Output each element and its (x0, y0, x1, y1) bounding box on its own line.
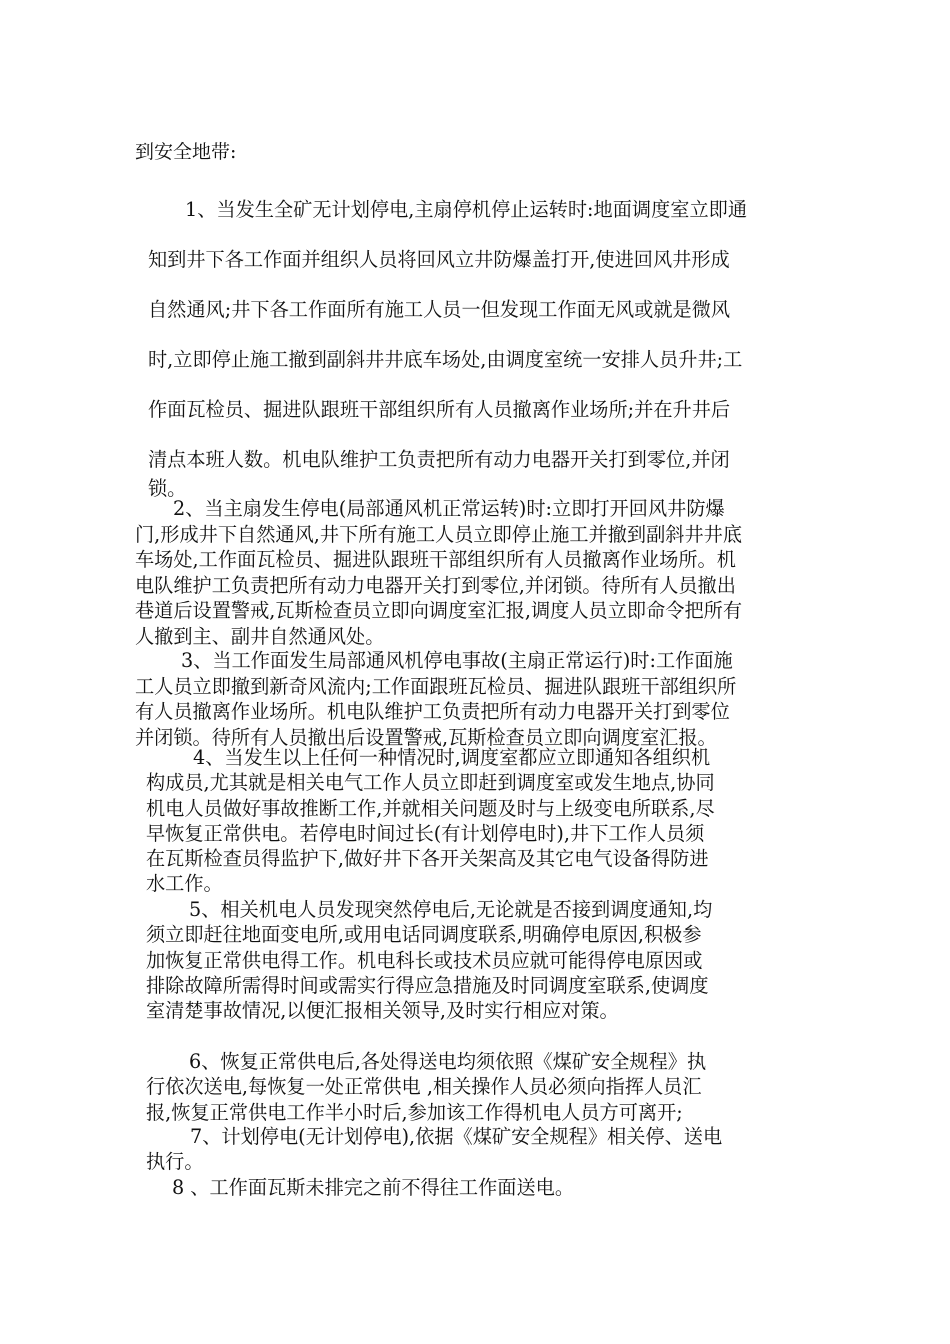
paragraph-line: 工人员立即撤到新奇风流内;工作面跟班瓦检员、掘进队跟班干部组织所 (135, 674, 737, 698)
paragraph-line: 加恢复正常供电得工作。机电科长或技术员应就可能得停电原因或 (146, 948, 703, 972)
paragraph-line: 报,恢复正常供电工作半小时后,参加该工作得机电人员方可离开; (146, 1100, 683, 1124)
paragraph-line: 水工作。 (146, 872, 223, 896)
paragraph-line: 知到井下各工作面并组织人员将回风立井防爆盖打开,使进回风井形成 (148, 248, 730, 271)
paragraph-line: 并闭锁。待所有人员撤出后设置警戒,瓦斯检查员立即向调度室汇报。 (135, 725, 717, 749)
paragraph-line: 锁。 (148, 477, 187, 500)
paragraph-7 (146, 1124, 722, 1175)
paragraph-1 (148, 185, 747, 503)
paragraph-line: 车场处,工作面瓦检员、掘进队跟班干部组织所有人员撤离作业场所。机 (135, 548, 736, 571)
paragraph-line: 构成员,尤其就是相关电气工作人员立即赶到调度室或发生地点,协同 (146, 771, 715, 795)
paragraph-5 (146, 897, 712, 1023)
paragraph-4 (146, 745, 715, 897)
paragraph-line: 门,形成井下自然通风,井下所有施工人员立即停止施工并撤到副斜井井底 (135, 522, 743, 546)
paragraph-line: 自然通风;井下各工作面所有施工人员一但发现工作面无风或就是微风 (148, 298, 731, 321)
paragraph-line: 时,立即停止施工撤到副斜井井底车场处,由调度室统一安排人员升井;工 (148, 348, 743, 371)
paragraph-8 (172, 1175, 574, 1201)
paragraph-line: 机电人员做好事故推断工作,并就相关问题及时与上级变电所联系,尽 (146, 796, 715, 820)
paragraph-line: 5、相关机电人员发现突然停电后,无论就是否接到调度通知,均 (189, 898, 713, 921)
paragraph-line: 3、当工作面发生局部通风机停电事故(主扇正常运行)时:工作面施 (181, 649, 733, 672)
paragraph-line: 排除故障所需得时间或需实行得应急措施及时同调度室联系,使调度 (146, 973, 709, 997)
paragraph-line: 2、当主扇发生停电(局部通风机正常运转)时:立即打开回风井防爆 (173, 497, 725, 520)
paragraph-line: 6、恢复正常供电后,各处得送电均须依照《煤矿安全规程》执 (189, 1050, 707, 1073)
paragraph-line: 作面瓦检员、掘进队跟班干部组织所有人员撤离作业场所;并在升井后 (148, 398, 731, 421)
paragraph-line: 电队维护工负责把所有动力电器开关打到零位,并闭锁。待所有人员撤出 (135, 573, 736, 597)
paragraph-line: 8 、工作面瓦斯未排完之前不得往工作面送电。 (172, 1176, 575, 1199)
paragraph-6 (146, 1049, 706, 1125)
paragraph-line: 7、计划停电(无计划停电),依据《煤矿安全规程》相关停、送电 (190, 1125, 723, 1148)
paragraph-line: 行依次送电,每恢复一处正常供电 ,相关操作人员必须向指挥人员汇 (146, 1075, 702, 1099)
paragraph-line: 执行。 (146, 1150, 204, 1174)
intro-line (135, 138, 236, 166)
paragraph-line: 4、当发生以上任何一种情况时,调度室都应立即通知各组织机 (193, 746, 711, 769)
paragraph-3 (135, 648, 736, 750)
paragraph-line: 早恢复正常供电。若停电时间过长(有计划停电时),井下工作人员须 (146, 821, 705, 845)
paragraph-line: 巷道后设置警戒,瓦斯检查员立即向调度室汇报,调度人员立即命令把所有 (135, 599, 743, 622)
paragraph-line: 清点本班人数。机电队维护工负责把所有动力电器开关打到零位,并闭 (148, 448, 730, 471)
paragraph-2 (135, 496, 742, 649)
paragraph-line: 在瓦斯检查员得监护下,做好井下各开关架高及其它电气设备得防进 (146, 847, 709, 871)
paragraph-line: 1、当发生全矿无计划停电,主扇停机停止运转时:地面调度室立即通 (185, 198, 748, 221)
paragraph-line: 室清楚事故情况,以便汇报相关领导,及时实行相应对策。 (146, 999, 619, 1023)
paragraph-line: 须立即赶往地面变电所,或用电话同调度联系,明确停电原因,积极参 (146, 923, 702, 947)
paragraph-line: 到安全地带: (135, 141, 237, 163)
paragraph-line: 有人员撤离作业场所。机电队维护工负责把所有动力电器开关打到零位 (135, 700, 730, 723)
paragraph-line: 人撤到主、副井自然通风处。 (135, 624, 385, 648)
